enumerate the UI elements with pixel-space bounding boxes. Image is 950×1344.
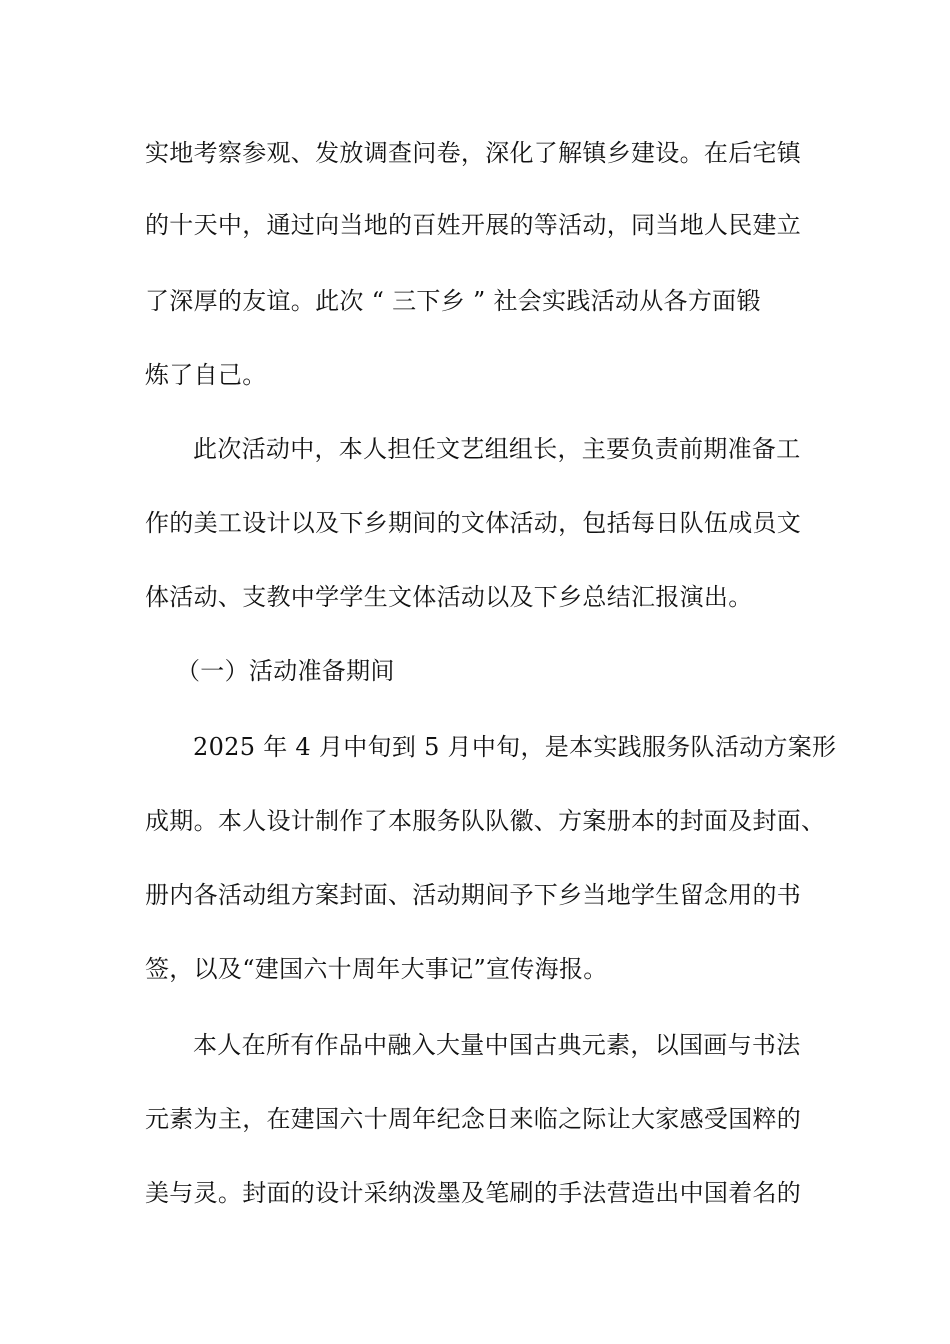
text-line: 作的美工设计以及下乡期间的文体活动，包括每日队伍成员文 (145, 509, 802, 537)
text-line: 了深厚的友谊。此次 “ 三下乡 ” 社会实践活动从各方面锻 (145, 287, 761, 315)
text-line: 元素为主，在建国六十周年纪念日来临之际让大家感受国粹的 (145, 1105, 802, 1133)
paragraph-first-line: 此次活动中，本人担任文艺组组长，主要负责前期准备工 (193, 435, 801, 463)
text-line: 美与灵。封面的设计采纳泼墨及笔刷的手法营造出中国着名的 (145, 1179, 802, 1207)
section-heading: （一）活动准备期间 (176, 657, 395, 685)
paragraph-first-line: 本人在所有作品中融入大量中国古典元素，以国画与书法 (193, 1031, 801, 1059)
paragraph-first-line: 2025 年 4 月中旬到 5 月中旬，是本实践服务队活动方案形 (193, 733, 837, 761)
text-line: 体活动、支教中学学生文体活动以及下乡总结汇报演出。 (145, 583, 753, 611)
text-line: 签，以及“建国六十周年大事记”宣传海报。 (145, 955, 608, 983)
text-line: 实地考察参观、发放调查问卷，深化了解镇乡建设。在后宅镇 (145, 139, 802, 167)
text-line: 册内各活动组方案封面、活动期间予下乡当地学生留念用的书 (145, 881, 802, 909)
text-line: 的十天中，通过向当地的百姓开展的等活动，同当地人民建立 (145, 211, 802, 239)
text-line: 炼了自己。 (145, 361, 267, 389)
text-line: 成期。本人设计制作了本服务队队徽、方案册本的封面及封面、 (145, 807, 826, 835)
